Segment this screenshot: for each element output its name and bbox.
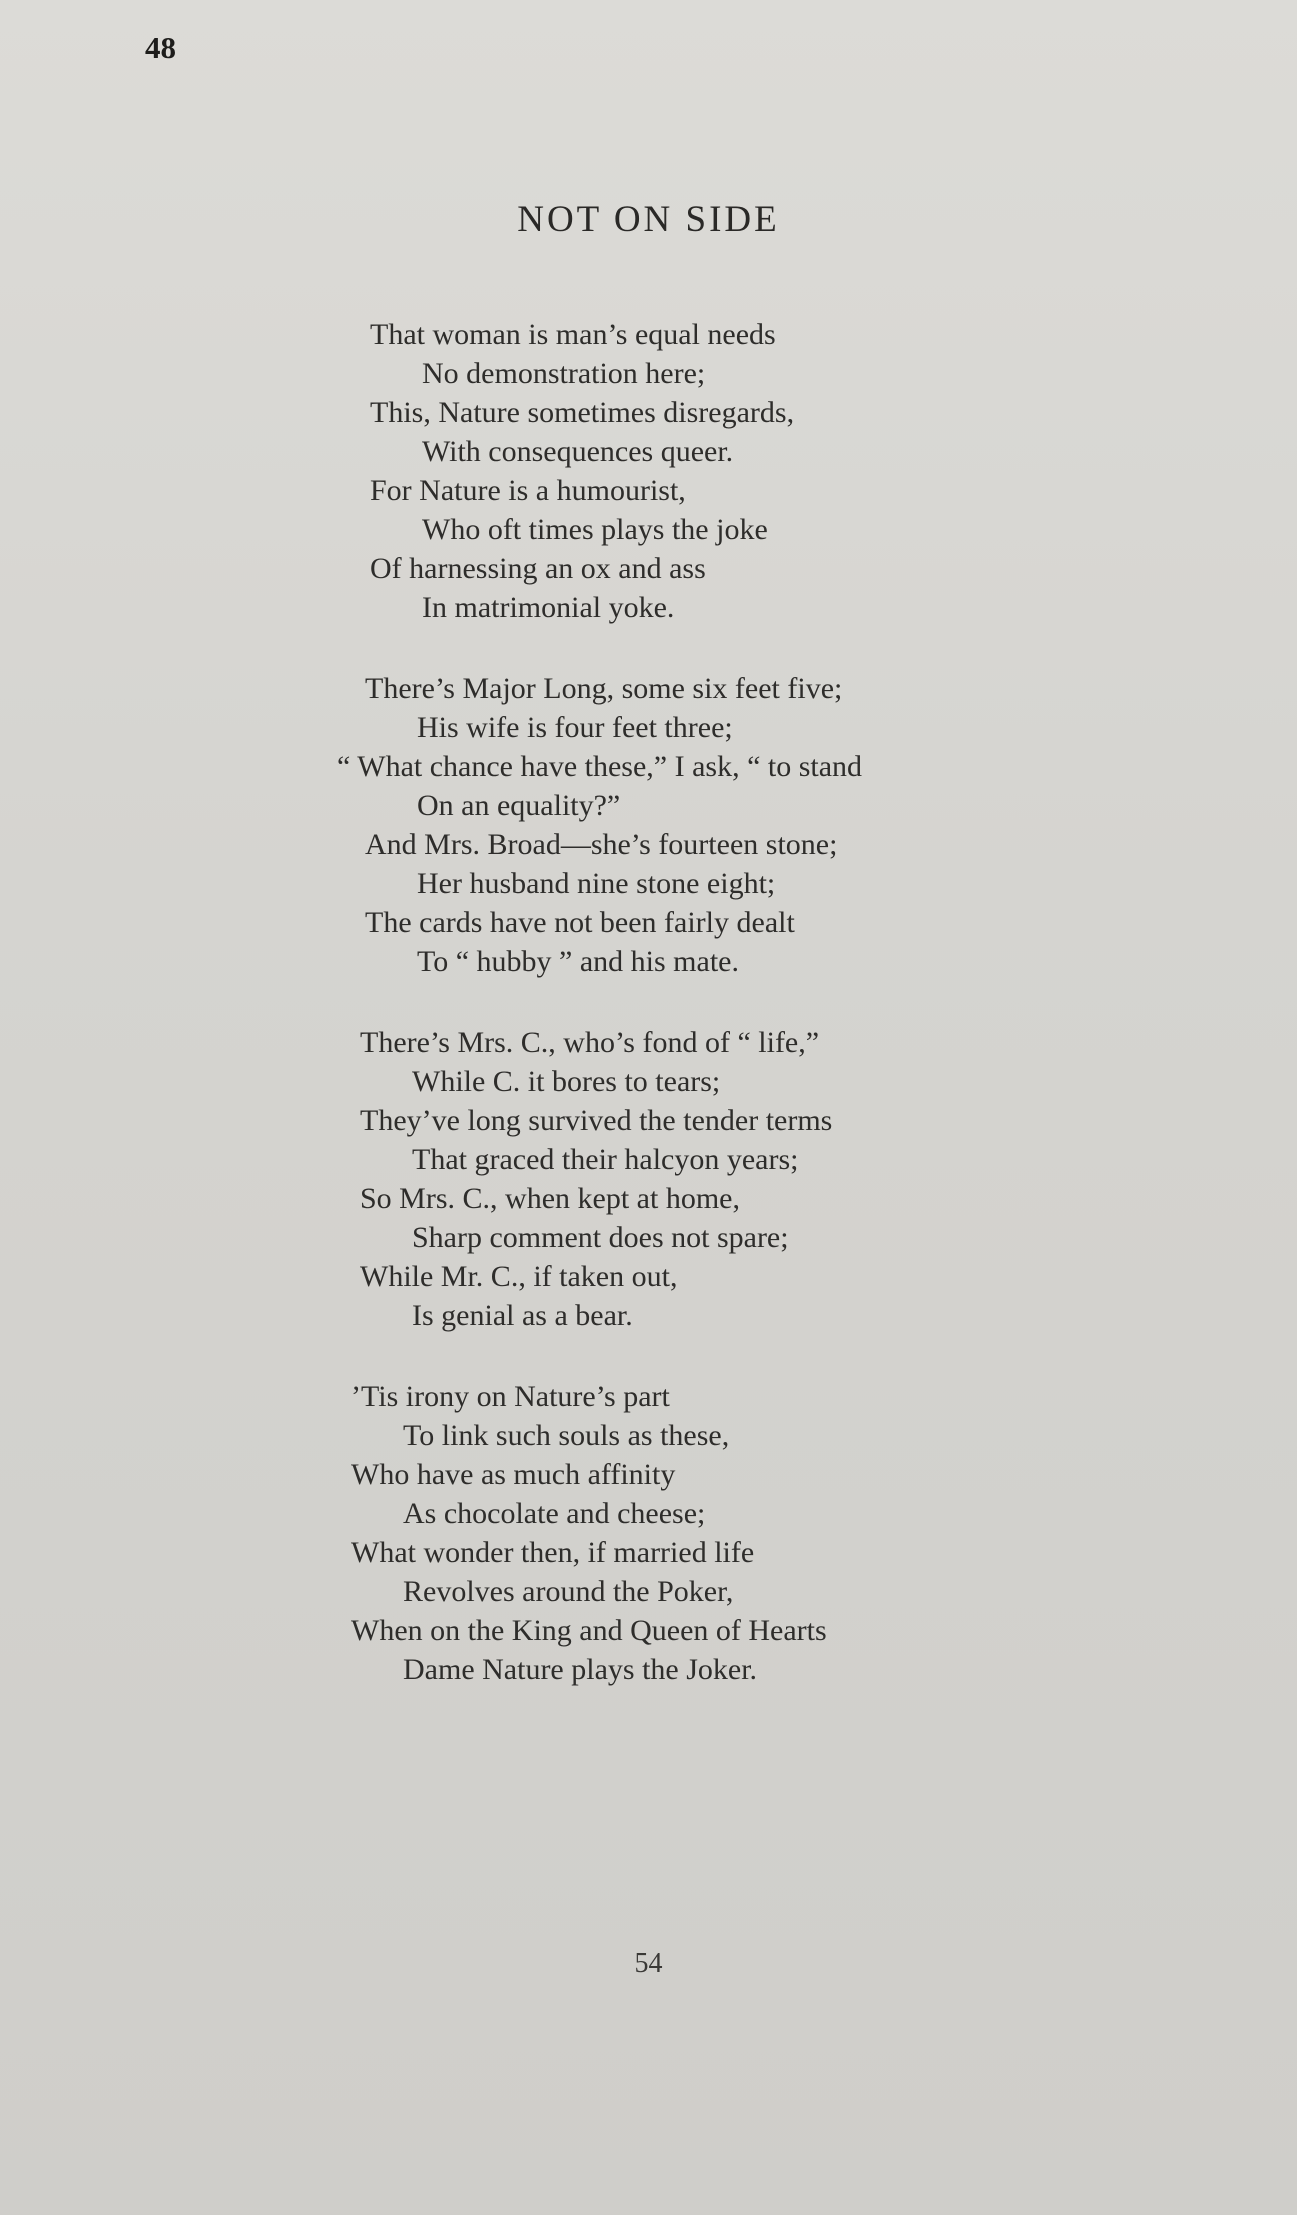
poem-line: Of harnessing an ox and ass [370, 552, 706, 585]
poem-line: No demonstration here; [422, 357, 706, 390]
stanza-3 [360, 1023, 1090, 1335]
page-number-top: 48 [145, 30, 176, 65]
poem-line: So Mrs. C., when kept at home, [360, 1182, 740, 1215]
poem-line: Who oft times plays the joke [422, 513, 768, 546]
poem-line: His wife is four feet three; [417, 711, 733, 744]
poem-line: That woman is man’s equal needs [370, 318, 776, 351]
poem-line: For Nature is a humourist, [370, 474, 686, 507]
poem-line: As chocolate and cheese; [403, 1497, 706, 1530]
poem-line: There’s Major Long, some six feet five; [365, 672, 843, 705]
poem-line: They’ve long survived the tender terms [360, 1104, 833, 1137]
poem-line: What wonder then, if married life [351, 1536, 755, 1569]
poem-line: Dame Nature plays the Joker. [403, 1653, 758, 1686]
poem-line: That graced their halcyon years; [412, 1143, 799, 1176]
poem-line: When on the King and Queen of Hearts [351, 1614, 827, 1647]
page-number-bottom: 54 [634, 1948, 663, 1979]
poem-line: “ What chance have these,” I ask, “ to stand [337, 750, 863, 783]
poem-line: Who have as much affinity [351, 1458, 676, 1491]
poem-line: With consequences queer. [422, 435, 734, 468]
poem-body [337, 315, 1090, 1731]
poem-line: The cards have not been fairly dealt [365, 906, 795, 939]
poem-line: ’Tis irony on Nature’s part [351, 1380, 670, 1413]
poem-line: To link such souls as these, [403, 1419, 730, 1452]
poem-line: Sharp comment does not spare; [412, 1221, 789, 1254]
poem-line: Her husband nine stone eight; [417, 867, 776, 900]
poem-line: Is genial as a bear. [412, 1299, 633, 1332]
poem-line: This, Nature sometimes disregards, [370, 396, 795, 429]
poem-line: While C. it bores to tears; [412, 1065, 721, 1098]
poem-line: In matrimonial yoke. [422, 591, 675, 624]
stanza-4 [351, 1377, 1090, 1689]
poem-line: To “ hubby ” and his mate. [417, 945, 739, 978]
poem-line: There’s Mrs. C., who’s fond of “ life,” [360, 1026, 820, 1059]
poem-line: While Mr. C., if taken out, [360, 1260, 678, 1293]
stanza-1 [370, 315, 1090, 627]
poem-line: On an equality?” [417, 789, 621, 822]
poem-line: And Mrs. Broad—she’s fourteen stone; [365, 828, 838, 861]
poem-title: NOT ON SIDE [517, 199, 780, 240]
poem-line: Revolves around the Poker, [403, 1575, 734, 1608]
stanza-2 [337, 669, 1090, 981]
